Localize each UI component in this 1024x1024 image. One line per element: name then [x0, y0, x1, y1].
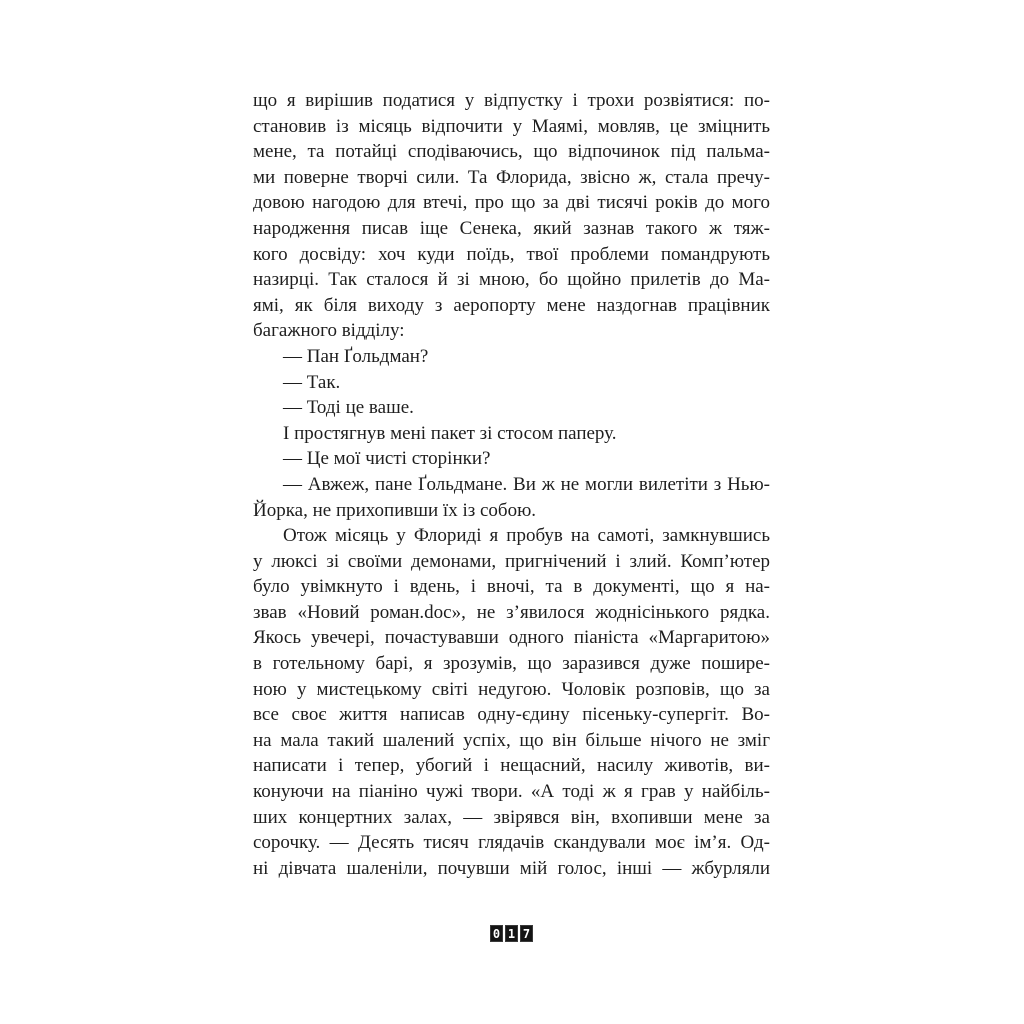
- page-number-digit: 1: [505, 925, 518, 942]
- text-line: конуючи на піаніно чужі твори. «А тоді ж я грав у найбіль-: [253, 781, 770, 803]
- dialogue-line: — Пан Ґольдман?: [283, 345, 429, 367]
- text-line: Йорка, не прихопивши їх із собою.: [253, 499, 537, 521]
- text-line: мене, та потайці сподіваючись, що відпочинок під пальма-: [253, 141, 770, 163]
- text-line: назирці. Так сталося й зі мною, бо щойно прилетів до Ма-: [253, 269, 770, 291]
- text-line: в готельному барі, я зрозумів, що заразився дуже пошире-: [253, 653, 770, 675]
- text-line: ми поверне творчі сили. Та Флорида, звісно ж, стала пречу-: [253, 166, 770, 188]
- text-line: народження писав іще Сенека, який зазнав такого ж тяж-: [253, 217, 770, 239]
- text-line: на мала такий шалений успіх, що він більше нічого не зміг: [253, 729, 770, 751]
- text-line: було увімкнуто і вдень, і вночі, та в документі, що я на-: [253, 576, 770, 598]
- text-line: у люксі зі своїми демонами, пригнічений і злий. Комп’ютер: [253, 550, 770, 572]
- dialogue-line: — Тоді це ваше.: [283, 397, 414, 419]
- text-line: ною у мистецькому світі недугою. Чоловік розповів, що за: [253, 678, 770, 700]
- text-line: ших концертних залах, — звірявся він, вхопивши мене за: [253, 806, 770, 828]
- text-line: довою нагодою для втечі, про що за дві тисячі років до мого: [253, 192, 770, 214]
- dialogue-line: — Так.: [283, 371, 341, 393]
- page-number-digit: 7: [520, 925, 533, 942]
- page-number: [253, 925, 770, 942]
- text-block: [253, 88, 770, 881]
- text-line: Отож місяць у Флориді я пробув на самоті, замкнувшись: [283, 525, 770, 547]
- text-line: сорочку. — Десять тисяч глядачів скандували моє ім’я. Од-: [253, 832, 770, 854]
- text-line: написати і тепер, убогий і нещасний, насилу животів, ви-: [253, 755, 770, 777]
- page-number-digit: 0: [490, 925, 503, 942]
- text-line: кого досвіду: хоч куди поїдь, твої проблеми помандрують: [253, 243, 770, 265]
- text-line: становив із місяць відпочити у Маямі, мовляв, це зміцнить: [253, 115, 770, 137]
- dialogue-line: — Це мої чисті сторінки?: [283, 448, 491, 470]
- text-line: звав «Новий роман.doc», не з’явилося жоднісінького рядка.: [253, 601, 770, 623]
- text-line: ямі, як біля виходу з аеропорту мене наздогнав працівник: [253, 294, 770, 316]
- text-line: ні дівчата шаленіли, почувши мій голос, інші — жбурляли: [253, 857, 770, 879]
- text-line: Якось увечері, почастувавши одного піаніста «Маргаритою»: [253, 627, 770, 649]
- dialogue-line: — Авжеж, пане Ґольдмане. Ви ж не могли вилетіти з Нью-: [283, 473, 770, 495]
- text-line: І простягнув мені пакет зі стосом паперу.: [283, 422, 617, 444]
- text-line: все своє життя написав одну-єдину пісеньку-супергіт. Во-: [253, 704, 770, 726]
- text-line: багажного відділу:: [253, 320, 405, 342]
- text-line: що я вирішив податися у відпустку і трохи розвіятися: по-: [253, 90, 770, 111]
